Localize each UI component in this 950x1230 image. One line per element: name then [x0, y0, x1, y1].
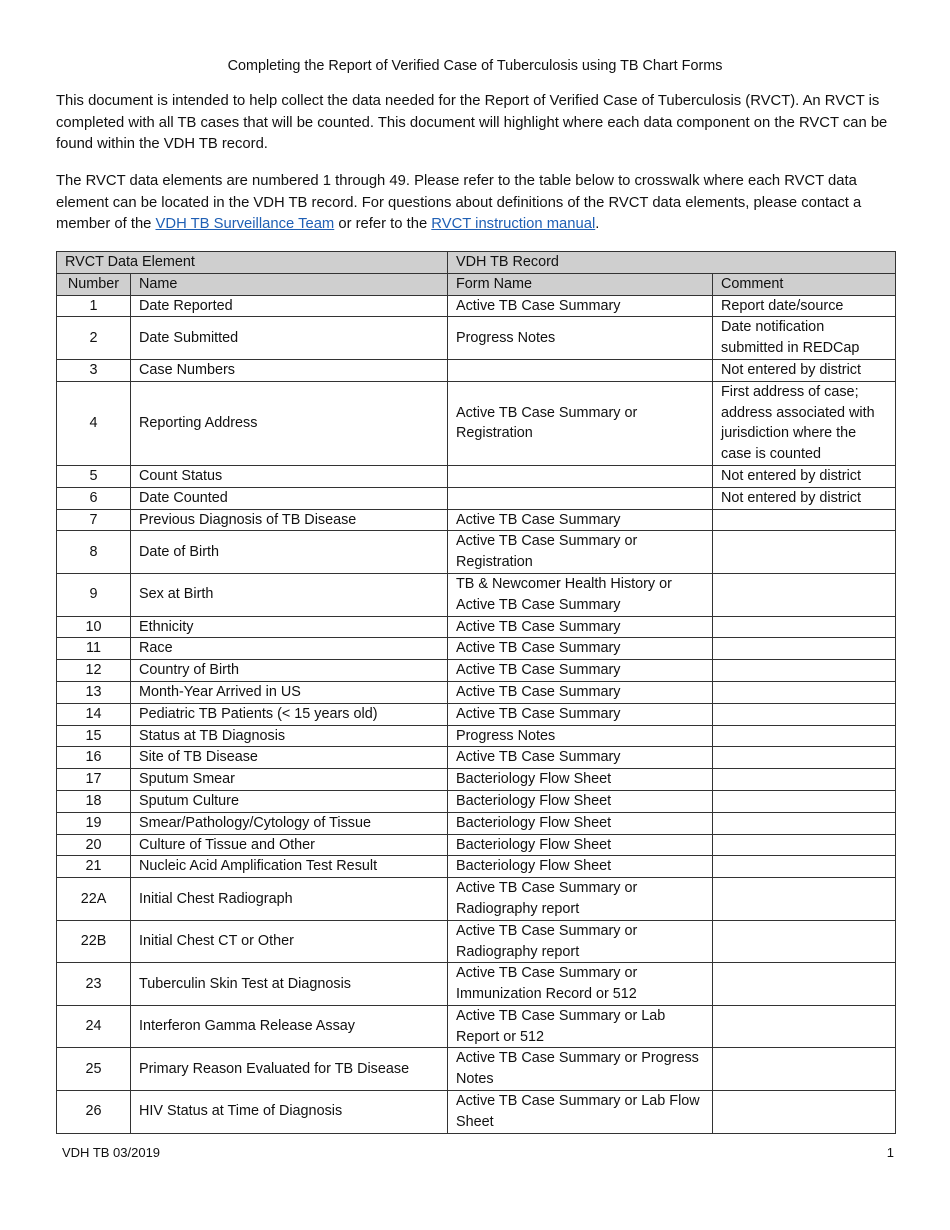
row-number: 20: [57, 834, 131, 856]
row-form-name: Bacteriology Flow Sheet: [448, 790, 713, 812]
row-name: Date Counted: [131, 487, 448, 509]
intro-p2-text-b: or refer to the: [334, 216, 432, 232]
row-name: Nucleic Acid Amplification Test Result: [131, 856, 448, 878]
row-comment: [713, 616, 896, 638]
table-row: [57, 878, 896, 921]
row-name: Initial Chest CT or Other: [131, 920, 448, 963]
row-number: 5: [57, 465, 131, 487]
group-header-rvct: RVCT Data Element: [57, 252, 448, 274]
row-comment: First address of case; address associated with jurisdiction where the case is counted: [713, 381, 896, 465]
row-comment: Date notification submitted in REDCap: [713, 317, 896, 360]
row-form-name: Active TB Case Summary: [448, 747, 713, 769]
instruction-manual-link[interactable]: RVCT instruction manual: [431, 216, 596, 232]
row-form-name: Active TB Case Summary or Progress Notes: [448, 1048, 713, 1091]
footer-version: VDH TB 03/2019: [62, 1145, 161, 1160]
table-row: [57, 920, 896, 963]
table-row: [57, 295, 896, 317]
table-row: [57, 681, 896, 703]
row-form-name: Active TB Case Summary: [448, 638, 713, 660]
row-number: 7: [57, 509, 131, 531]
table-row: [57, 487, 896, 509]
row-comment: [713, 531, 896, 574]
row-name: Tuberculin Skin Test at Diagnosis: [131, 963, 448, 1006]
row-number: 17: [57, 769, 131, 791]
row-comment: [713, 1091, 896, 1134]
row-number: 24: [57, 1005, 131, 1048]
row-comment: [713, 573, 896, 616]
row-comment: [713, 769, 896, 791]
row-comment: [713, 660, 896, 682]
row-comment: [713, 856, 896, 878]
row-number: 9: [57, 573, 131, 616]
row-form-name: [448, 487, 713, 509]
table-row: [57, 703, 896, 725]
row-form-name: Active TB Case Summary or Lab Report or 512: [448, 1005, 713, 1048]
row-form-name: [448, 359, 713, 381]
row-comment: [713, 1005, 896, 1048]
row-comment: [713, 725, 896, 747]
row-form-name: Active TB Case Summary: [448, 616, 713, 638]
table-row: [57, 317, 896, 360]
column-header-form: Form Name: [448, 273, 713, 295]
row-comment: [713, 920, 896, 963]
row-comment: [713, 747, 896, 769]
row-form-name: Bacteriology Flow Sheet: [448, 834, 713, 856]
table-row: [57, 963, 896, 1006]
row-number: 12: [57, 660, 131, 682]
row-form-name: Active TB Case Summary: [448, 509, 713, 531]
table-row: [57, 465, 896, 487]
row-form-name: Active TB Case Summary: [448, 295, 713, 317]
table-row: [57, 747, 896, 769]
row-comment: [713, 681, 896, 703]
row-number: 3: [57, 359, 131, 381]
table-body: [57, 295, 896, 1133]
row-comment: [713, 963, 896, 1006]
row-name: Primary Reason Evaluated for TB Disease: [131, 1048, 448, 1091]
row-name: Interferon Gamma Release Assay: [131, 1005, 448, 1048]
row-number: 19: [57, 812, 131, 834]
row-name: Pediatric TB Patients (< 15 years old): [131, 703, 448, 725]
row-comment: [713, 878, 896, 921]
row-name: Sex at Birth: [131, 573, 448, 616]
row-number: 16: [57, 747, 131, 769]
row-comment: Report date/source: [713, 295, 896, 317]
row-number: 15: [57, 725, 131, 747]
row-comment: [713, 812, 896, 834]
row-comment: [713, 834, 896, 856]
table-row: [57, 359, 896, 381]
row-form-name: Active TB Case Summary: [448, 703, 713, 725]
row-name: Initial Chest Radiograph: [131, 878, 448, 921]
row-number: 1: [57, 295, 131, 317]
row-name: Ethnicity: [131, 616, 448, 638]
row-comment: Not entered by district: [713, 487, 896, 509]
rvct-crosswalk-table: [56, 251, 896, 1134]
row-name: Race: [131, 638, 448, 660]
row-form-name: Active TB Case Summary or Radiography report: [448, 878, 713, 921]
row-number: 22A: [57, 878, 131, 921]
intro-p2-text-c: .: [595, 216, 600, 232]
row-number: 22B: [57, 920, 131, 963]
table-row: [57, 769, 896, 791]
row-number: 11: [57, 638, 131, 660]
row-number: 14: [57, 703, 131, 725]
table-row: [57, 509, 896, 531]
row-name: Status at TB Diagnosis: [131, 725, 448, 747]
row-name: HIV Status at Time of Diagnosis: [131, 1091, 448, 1134]
row-name: Smear/Pathology/Cytology of Tissue: [131, 812, 448, 834]
row-name: Culture of Tissue and Other: [131, 834, 448, 856]
row-comment: [713, 509, 896, 531]
column-header-comment: Comment: [713, 273, 896, 295]
row-number: 13: [57, 681, 131, 703]
row-comment: Not entered by district: [713, 465, 896, 487]
table-row: [57, 1048, 896, 1091]
row-name: Case Numbers: [131, 359, 448, 381]
table-row: [57, 638, 896, 660]
row-name: Month-Year Arrived in US: [131, 681, 448, 703]
row-number: 10: [57, 616, 131, 638]
table-column-header-row: [57, 273, 896, 295]
row-form-name: Active TB Case Summary or Lab Flow Sheet: [448, 1091, 713, 1134]
intro-p2-text-a: The RVCT data elements are numbered 1 through 49. Please refer to the table below to crosswalk where each RVCT data element can be located in the VDH TB record. For questions about definitions of the RVCT data elements, please contact a member of the: [56, 173, 862, 232]
row-form-name: Active TB Case Summary or Immunization Record or 512: [448, 963, 713, 1006]
row-number: 23: [57, 963, 131, 1006]
row-name: Previous Diagnosis of TB Disease: [131, 509, 448, 531]
row-form-name: Active TB Case Summary or Registration: [448, 381, 713, 465]
surveillance-team-link[interactable]: VDH TB Surveillance Team: [155, 216, 335, 232]
table-row: [57, 381, 896, 465]
row-name: Sputum Smear: [131, 769, 448, 791]
row-comment: Not entered by district: [713, 359, 896, 381]
row-name: Count Status: [131, 465, 448, 487]
row-number: 21: [57, 856, 131, 878]
row-number: 8: [57, 531, 131, 574]
table-group-header-row: [57, 252, 896, 274]
table-row: [57, 616, 896, 638]
row-number: 4: [57, 381, 131, 465]
row-number: 18: [57, 790, 131, 812]
row-name: Site of TB Disease: [131, 747, 448, 769]
row-form-name: [448, 465, 713, 487]
table-row: [57, 573, 896, 616]
table-row: [57, 1091, 896, 1134]
row-form-name: Progress Notes: [448, 317, 713, 360]
row-number: 6: [57, 487, 131, 509]
row-form-name: Active TB Case Summary or Radiography report: [448, 920, 713, 963]
table-row: [57, 834, 896, 856]
row-number: 25: [57, 1048, 131, 1091]
row-comment: [713, 1048, 896, 1091]
row-form-name: Progress Notes: [448, 725, 713, 747]
row-name: Date of Birth: [131, 531, 448, 574]
row-form-name: Bacteriology Flow Sheet: [448, 812, 713, 834]
row-form-name: Active TB Case Summary: [448, 681, 713, 703]
table-row: [57, 1005, 896, 1048]
row-form-name: Active TB Case Summary or Registration: [448, 531, 713, 574]
row-number: 2: [57, 317, 131, 360]
row-name: Sputum Culture: [131, 790, 448, 812]
row-comment: [713, 703, 896, 725]
table-row: [57, 660, 896, 682]
row-comment: [713, 638, 896, 660]
row-name: Country of Birth: [131, 660, 448, 682]
row-form-name: Bacteriology Flow Sheet: [448, 856, 713, 878]
row-comment: [713, 790, 896, 812]
row-name: Reporting Address: [131, 381, 448, 465]
column-header-name: Name: [131, 273, 448, 295]
row-form-name: Bacteriology Flow Sheet: [448, 769, 713, 791]
table-row: [57, 812, 896, 834]
row-number: 26: [57, 1091, 131, 1134]
row-form-name: TB & Newcomer Health History or Active TB Case Summary: [448, 573, 713, 616]
table-row: [57, 531, 896, 574]
row-name: Date Submitted: [131, 317, 448, 360]
intro-paragraph-1: This document is intended to help collect the data needed for the Report of Verified Case of Tuberculosis (RVCT). An RVCT is completed with all TB cases that will be counted. This document will highlight where each data component on the RVCT can be found within the VDH TB record.: [56, 93, 888, 152]
table-row: [57, 790, 896, 812]
column-header-number: Number: [57, 273, 131, 295]
page-number: 1: [886, 1145, 894, 1160]
row-name: Date Reported: [131, 295, 448, 317]
intro-paragraph-2: [56, 171, 894, 236]
document-title: Completing the Report of Verified Case of Tuberculosis using TB Chart Forms: [227, 58, 723, 74]
table-row: [57, 725, 896, 747]
group-header-vdh: VDH TB Record: [448, 252, 896, 274]
table-row: [57, 856, 896, 878]
row-form-name: Active TB Case Summary: [448, 660, 713, 682]
